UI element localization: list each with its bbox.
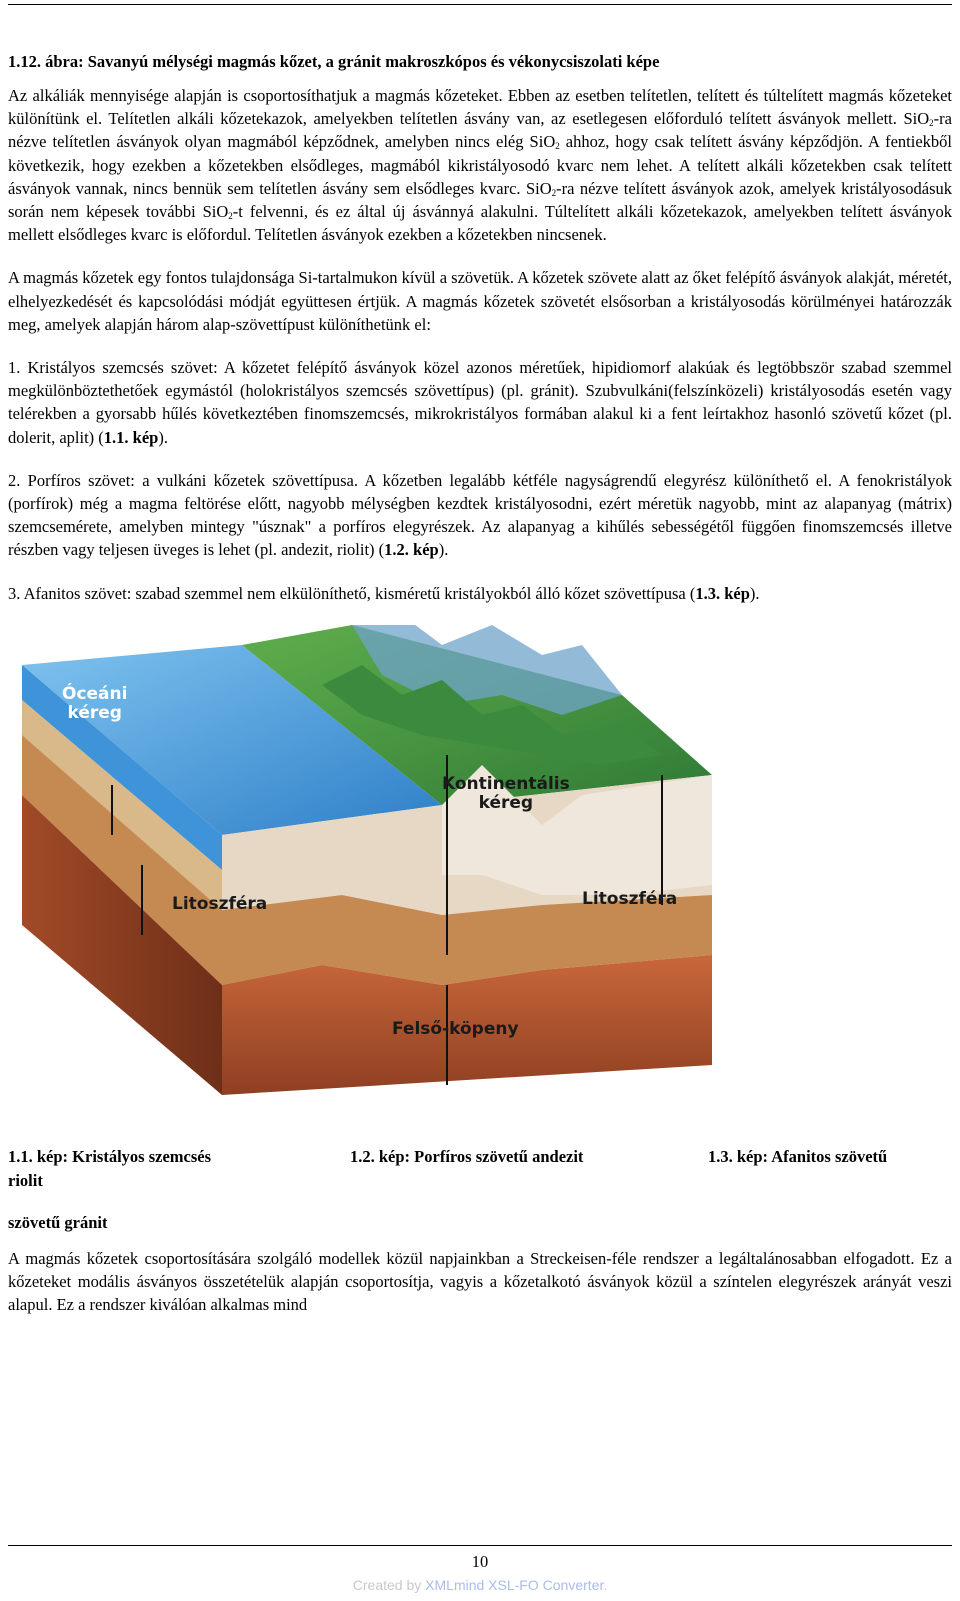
text-run: ).: [749, 583, 760, 603]
text-run: ).: [438, 540, 449, 560]
text-run: 3. Afanitos szövet: szabad szemmel nem elkülöníthető, kisméretű kristályokból álló kőzet szövettípusa (: [8, 583, 696, 603]
image-reference: 1.3. kép: [695, 583, 750, 603]
producer-suffix: .: [603, 1577, 608, 1593]
text-run: -t felvenni, és ez által új ásvánnyá alakulni. Túltelített alkáli kőzetekazok, amelyekben telített ásványok mellett elsődleges kvarc is előfordul. Telítetlen ásványok ezekben a kőzetekben nincsenek.: [8, 202, 952, 245]
caption-image-1: 1.1. kép: Kristályos szemcsés: [8, 1146, 212, 1166]
caption-image-3-continued: riolit: [8, 1170, 43, 1190]
producer-prefix: Created by: [352, 1577, 426, 1593]
subscript: 2: [228, 211, 233, 222]
paragraph-streckeisen: A magmás kőzetek csoportosítására szolgáló modellek közül napjainkban a Streckeisen-féle rendszer a legáltalánosabban elfogadott. Ez a kőzeteket modális ásványos összetételük alapján csoportosítja, vagyis a kőzetalkotó ásványok közül a színtelen elegyrészek arányát veszi alapul. Ez a rendszer kiválóan alkalmas mind: [8, 1248, 952, 1315]
paragraph-alkali: [8, 84, 952, 246]
text-run: 1. Kristályos szemcsés szövet: A kőzetet felépítő ásványok közel azonos méretűek, hipidiomorf alakúak és legtöbbször szabad szemmel megkülönböztethetőek egymástól (holokristályos szemcsés szövettípus) (pl. gránit). Szubvulkáni(felszínközeli) kristályosodás esetén vagy telérekben a gyorsabb hűlés következtében finomszemcsés, mikrokristályos formában alakul ki a fent leírtakhoz hasonló szövetű kőzet (pl. dolerit, aplit) (: [8, 358, 952, 447]
paragraph-item-1: [8, 356, 952, 449]
label-lithosphere-right: Litoszféra: [582, 888, 678, 909]
image-captions-row: [8, 1145, 952, 1193]
subscript: 2: [929, 118, 934, 129]
caption-image-2: 1.2. kép: Porfíros szövetű andezit: [350, 1146, 584, 1166]
text-run: ahhoz, hogy csak telített ásvány képződjön. A fentiekből következik, hogy ezekben a kőzetekben elsődleges, magmából kikristályosodó kvarc nem lehet. A telített alkáli kőzetekben csak telített ásványok vannak, nincs bennük sem telítetlen ásvány sem elsődleges kvarc. SiO: [8, 132, 953, 198]
paragraph-texture: A magmás kőzetek egy fontos tulajdonsága Si-tartalmukon kívül a szövetük. A kőzetek szövete alatt az őket felépítő ásványok alakját, méretét, elhelyezkedését és kapcsolódási módját együttesen értjük. A magmás kőzetek szövetét elsősorban a kristályosodás körülményei határozzák meg, amelyek alapján három alap-szövettípust különíthetünk el:: [8, 268, 952, 334]
label-upper-mantle: Felső-köpeny: [392, 1018, 519, 1039]
label-continental-crust: Kontinentális kéreg: [442, 773, 570, 813]
image-reference: 1.1. kép: [103, 427, 159, 447]
text-run: -ra nézve telítetlen ásványok olyan magmából képződnek, amelyben nincs elég SiO: [8, 109, 952, 152]
producer-brand[interactable]: XMLmind XSL-FO Converter: [425, 1577, 604, 1593]
paragraph-item-3: [8, 582, 952, 605]
footer-rule: [8, 1545, 952, 1546]
text-run: -ra nézve telített ásványok azok, amelyek kristályosodásuk során nem képesek további SiO: [8, 178, 952, 222]
text-run: 2. Porfíros szövet: a vulkáni kőzetek szövettípusa. A kőzetben legalább kétféle nagyságrendű elegyrész különíthető el. A fenokristályok (porfírok) még a magma feltörése előtt, nagyobb mélységben kezdtek kristályosodni, ezért méretük nagyobb, mint az alapanyag (mátrix) szemcsemérete, amelyben mintegy "úsznak" a porfíros elegyrészek. Az alapanyag a kihűlés sebességétől függően finomszemcsés illetve részben vagy teljesen üveges is lehet (pl. andezit, riolit) (: [8, 470, 952, 560]
producer-note: [0, 1577, 960, 1593]
label-oceanic-crust: Óceáni kéreg: [62, 683, 128, 723]
image-reference: 1.2. kép: [384, 540, 439, 560]
paragraph-item-2: [8, 469, 952, 562]
page-number: 10: [471, 1552, 489, 1571]
label-lithosphere-left: Litoszféra: [172, 893, 268, 914]
lithosphere-diagram: [22, 625, 742, 1105]
text-run: ).: [158, 427, 168, 447]
lithosphere-illustration: [22, 625, 742, 1105]
page-content: [8, 50, 952, 1336]
subscript: 2: [555, 141, 560, 152]
text-run: Az alkáliák mennyisége alapján is csoportosíthatjuk a magmás kőzeteket. Ebben az esetben telítetlen, telített és túltelített magmás kőzeteket különítünk el. Telítetlen alkáli kőzetekazok, amelyekben telítetlen ásvány van, az esetlegesen előforduló telített ásványok mellett. SiO: [8, 86, 952, 129]
subscript: 2: [551, 187, 557, 198]
caption-image-1-continued: szövetű gránit: [8, 1212, 108, 1232]
figure-caption: 1.12. ábra: Savanyú mélységi magmás kőzet, a gránit makroszkópos és vékonycsiszolati képe: [8, 52, 660, 71]
caption-image-3: 1.3. kép: Afanitos szövetű: [708, 1146, 888, 1166]
header-rule: [8, 4, 952, 5]
